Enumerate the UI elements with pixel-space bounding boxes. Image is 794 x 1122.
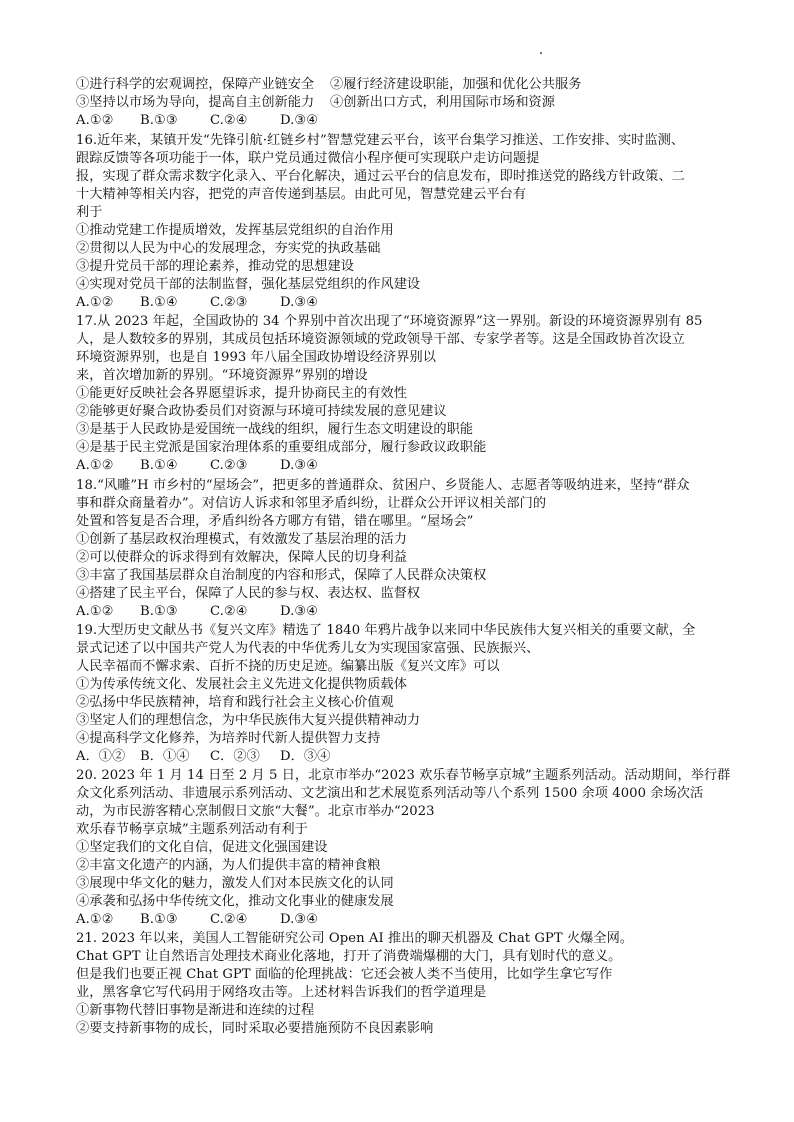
q17-choice-d: D.③④ [280, 458, 319, 473]
q17-option-1: ①能更好反映社会各界愿望诉求，提升协商民主的有效性 [76, 386, 407, 401]
q17-stem-line-3: 环境资源界别，也是自 1993 年八届全国政协增设经济界别以 [76, 350, 436, 365]
q21-stem-line-4: 业，黑客拿它写代码用于网络攻击等。上述材料告诉我们的哲学道理是 [76, 985, 487, 1000]
q18-choice-b: B.①③ [140, 604, 178, 619]
q18-choice-d: D.③④ [280, 604, 319, 619]
q16-stem-line-3: 报，实现了群众需求数字化录入、平台化解决，通过云平台的信息发布，即时推送党的路线方针政策、二 [76, 169, 685, 184]
q20-choice-b: B.①③ [140, 912, 178, 927]
q19-choice-b: B．①④ [140, 749, 190, 764]
q19-option-2: ②弘扬中华民族精神，培育和践行社会主义核心价值观 [76, 695, 394, 710]
q17-choice-b: B.①④ [140, 458, 178, 473]
q15-choice-c: C.②④ [210, 113, 248, 128]
q19-choice-a: A．①② [76, 749, 126, 764]
q15-answer-choices [76, 112, 350, 130]
q16-option-2: ②贯彻以人民为中心的发展理念，夯实党的执政基础 [76, 241, 381, 256]
q16-option-4: ④实现对党员干部的法制监督，强化基层党组织的作风建设 [76, 277, 421, 292]
q18-stem-line-3: 处置和答复是否合理，矛盾纠纷各方哪方有错，错在哪里。“屋场会” [76, 514, 474, 529]
q17-choice-c: C.②③ [210, 458, 248, 473]
q20-option-4: ④承袭和弘扬中华传统文化，推动文化事业的健康发展 [76, 894, 394, 909]
q20-option-3: ③展现中华文化的魅力，激发人们对本民族文化的认同 [76, 876, 394, 891]
q16-stem-line-4: 十大精神等相关内容，把党的声音传递到基层。由此可见，智慧党建云平台有 [76, 187, 527, 202]
q16-choice-c: C.②③ [210, 295, 248, 310]
q20-choice-a: A.①② [76, 912, 114, 927]
q20-stem-line-1: 20. 2023 年 1 月 14 日至 2 月 5 日，北京市举办“2023 欢乐春节畅享京城”主题系列活动。活动期间，举行群 [76, 768, 731, 783]
q19-stem-line-3: 人民幸福而不懈求索、百折不挠的历史足迹。编纂出版《复兴文库》可以 [76, 659, 500, 674]
q17-choice-a: A.①② [76, 458, 114, 473]
q20-stem-line-4: 欢乐春节畅享京城”主题系列活动有利于 [76, 822, 308, 837]
q16-stem-line-5: 利于 [76, 205, 103, 220]
q16-stem-line-2: 跟踪反馈等各项功能于一体，联户党员通过微信小程序便可实现联户走访问题提 [76, 151, 540, 166]
q18-stem-line-1: 18.“风雕”H 市乡村的“屋场会”，把更多的普通群众、贫困户、乡贤能人、志愿者等吸纳进来，坚持“群众 [76, 478, 690, 493]
q20-option-2: ②丰富文化遗产的内涵，为人们提供丰富的精神食粮 [76, 858, 381, 873]
q17-stem-line-1: 17.从 2023 年起，全国政协的 34 个界别中首次出现了“环境资源界”这一界别。新设的环境资源界别有 85 [76, 314, 703, 329]
scan-dot [540, 52, 542, 54]
q19-option-4: ④提高科学文化修养，为培养时代新人提供智力支持 [76, 731, 381, 746]
q18-option-4: ④搭建了民主平台，保障了人民的参与权、表达权、监督权 [76, 586, 421, 601]
q16-choice-b: B.①④ [140, 295, 178, 310]
q20-option-1: ①坚定我们的文化自信，促进文化强国建设 [76, 840, 328, 855]
q17-option-2: ②能够更好聚合政协委员们对资源与环境可持续发展的意见建议 [76, 404, 447, 419]
q18-option-1: ①创新了基层政权治理模式，有效激发了基层治理的活力 [76, 532, 407, 547]
q17-stem-line-4: 来，首次增加新的界别。“环境资源界”界别的增设 [76, 368, 368, 383]
q20-stem-line-2: 众文化系列活动、非遗展示系列活动、文艺演出和艺术展览系列活动等八个系列 1500 余项 4000 余场次活 [76, 786, 704, 801]
q16-stem-line-1: 16.近年来，某镇开发“先锋引航·红链乡村”智慧党建云平台，该平台集学习推送、工作安排、实时监测、 [76, 133, 685, 148]
q15-choice-d: D.③④ [280, 113, 319, 128]
q18-option-2: ②可以使群众的诉求得到有效解决，保障人民的切身利益 [76, 550, 407, 565]
q15-option-1: ①进行科学的宏观调控，保障产业链安全 [76, 77, 315, 92]
q19-answer-choices [76, 748, 350, 766]
q19-option-1: ①为传承传统文化、发展社会主义先进文化提供物质载体 [76, 677, 407, 692]
q20-choice-d: D.③④ [280, 912, 319, 927]
q15-options-row-1 [76, 76, 582, 94]
q21-option-2: ②要支持新事物的成长，同时采取必要措施预防不良因素影响 [76, 1021, 434, 1036]
q16-option-3: ③提升党员干部的理论素养，推动党的思想建设 [76, 259, 354, 274]
q18-stem-line-2: 事和群众商量着办”。对信访人诉求和邻里矛盾纠纷，让群众公开评议相关部门的 [76, 496, 547, 511]
q19-choice-d: D．③④ [280, 749, 331, 764]
q19-stem-line-2: 景式记述了以中国共产党人为代表的中华优秀儿女为实现国家富强、民族振兴、 [76, 641, 540, 656]
q16-answer-choices [76, 294, 350, 312]
q16-choice-a: A.①② [76, 295, 114, 310]
q16-option-1: ①推动党建工作提质增效，发挥基层党组织的自治作用 [76, 223, 394, 238]
q15-option-3: ③坚持以市场为导向，提高自主创新能力 [76, 95, 315, 110]
q15-option-2: ②履行经济建设职能，加强和优化公共服务 [330, 77, 582, 92]
q19-choice-c: C．②③ [210, 749, 260, 764]
q17-stem-line-2: 人，是人数较多的界别，其成员包括环境资源领域的党政领导干部、专家学者等。这是全国政协首次设立 [76, 332, 685, 347]
q21-stem-line-2: Chat GPT 让自然语言处理技术商业化落地，打开了消费端爆棚的大门，具有划时代的意义。 [76, 949, 622, 964]
q20-answer-choices [76, 911, 350, 929]
q21-stem-line-3: 但是我们也要正视 Chat GPT 面临的伦理挑战：它还会被人类不当使用，比如学生拿它写作 [76, 967, 613, 982]
q21-option-1: ①新事物代替旧事物是渐进和连续的过程 [76, 1003, 315, 1018]
q17-answer-choices [76, 457, 350, 475]
q18-answer-choices [76, 603, 350, 621]
q18-choice-a: A.①② [76, 604, 114, 619]
q17-option-4: ④是基于民主党派是国家治理体系的重要组成部分，履行参政议政职能 [76, 440, 487, 455]
q18-choice-c: C.②④ [210, 604, 248, 619]
q19-stem-line-1: 19.大型历史文献丛书《复兴文库》精选了 1840 年鸦片战争以来同中华民族伟大复兴相关的重要文献，全 [76, 623, 696, 638]
q21-stem-line-1: 21. 2023 年以来，美国人工智能研究公司 Open AI 推出的聊天机器及 Chat GPT 火爆全网。 [76, 931, 634, 946]
q15-option-4: ④创新出口方式，利用国际市场和资源 [330, 95, 556, 110]
q17-option-3: ③是基于人民政协是爱国统一战线的组织，履行生态文明建设的职能 [76, 422, 474, 437]
q15-choice-b: B.①③ [140, 113, 178, 128]
q16-choice-d: D.③④ [280, 295, 319, 310]
q15-choice-a: A.①② [76, 113, 114, 128]
q20-stem-line-3: 动，为市民游客精心烹制假日文旅“大餐”。北京市举办“2023 [76, 804, 435, 819]
q19-option-3: ③坚定人们的理想信念，为中华民族伟大复兴提供精神动力 [76, 713, 421, 728]
q18-option-3: ③丰富了我国基层群众自治制度的内容和形式，保障了人民群众决策权 [76, 568, 487, 583]
q15-options-row-2 [76, 94, 555, 112]
q20-choice-c: C.②④ [210, 912, 248, 927]
